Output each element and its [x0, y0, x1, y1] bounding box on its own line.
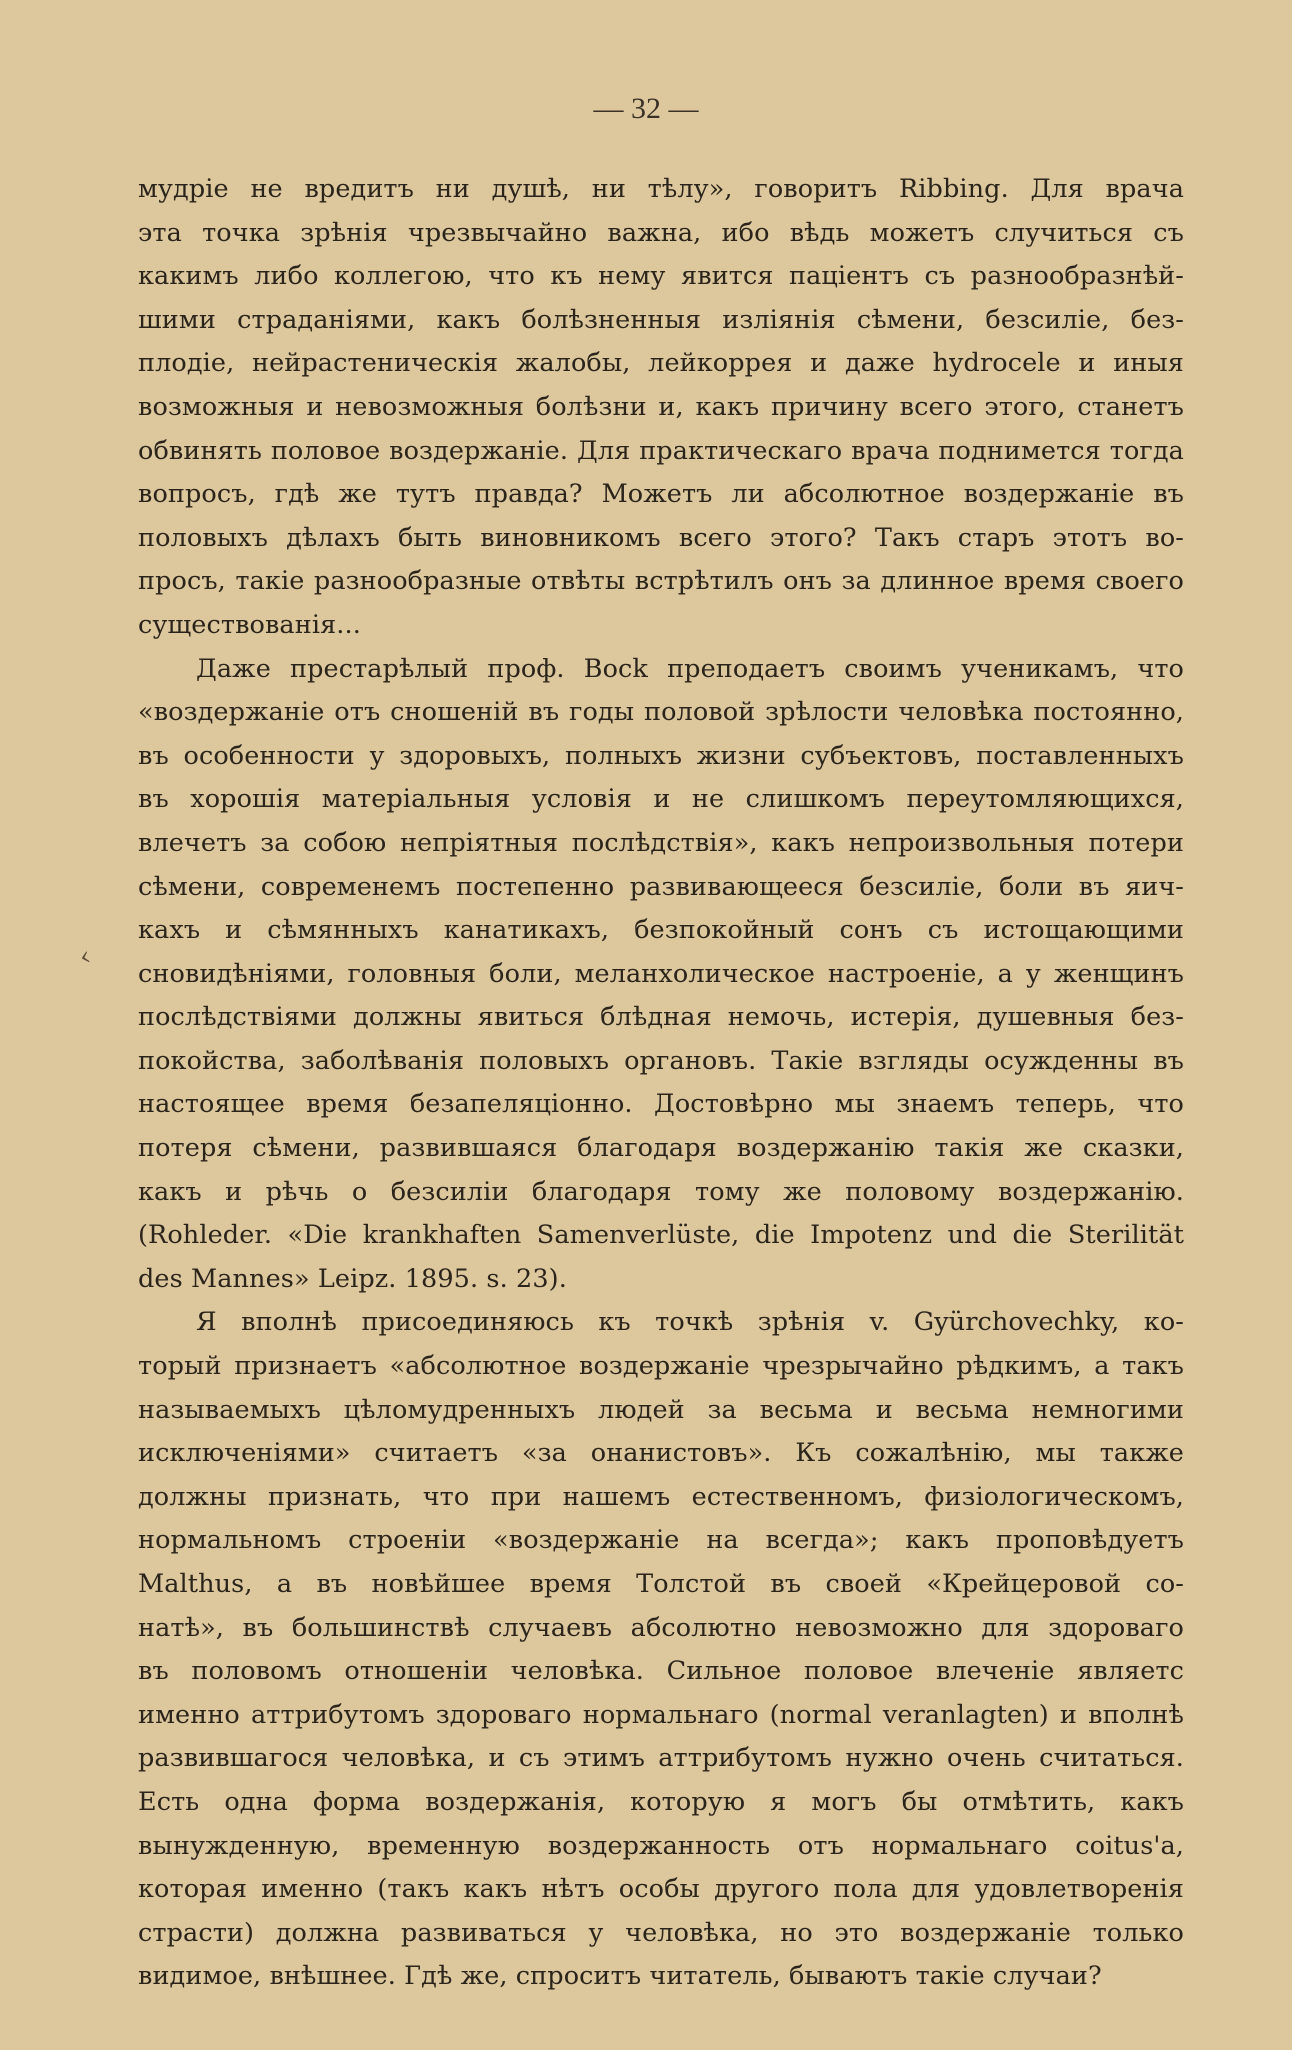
text-line: вынужденную, временную воздержанность отъ нормальнаго coitus'а,: [138, 1830, 1184, 1861]
text-line: покойства, заболѣванія половыхъ органовъ. Такіе взгляды осужденны въ: [138, 1045, 1184, 1076]
text-line: торый признаетъ «абсолютное воздержаніе чрезрычайно рѣдкимъ, а такъ: [138, 1351, 1184, 1382]
text-line: именно аттрибутомъ здороваго нормальнаго (normal veranlagten) и вполнѣ: [138, 1699, 1184, 1730]
text-line: плодіе, нейрастеническія жалобы, лейкоррея и даже hydrocele и иныя: [138, 348, 1184, 379]
text-line: натѣ», въ большинствѣ случаевъ абсолютно невозможно для здороваго: [138, 1612, 1184, 1643]
text-line: сѣмени, современемъ постепенно развивающееся безсиліе, боли въ яич-: [138, 871, 1184, 902]
text-line: обвинять половое воздержаніе. Для практическаго врача поднимется тогда: [138, 435, 1184, 466]
text-line: des Mannes» Leipz. 1895. s. 23).: [138, 1263, 567, 1294]
text-line: нормальномъ строеніи «воздержаніе на всегда»; какъ проповѣдуетъ: [138, 1525, 1184, 1556]
text-line: просъ, такіе разнообразные отвѣты встрѣтилъ онъ за длинное время своего: [138, 566, 1184, 597]
text-line: потеря сѣмени, развившаяся благодаря воздержанію такія же сказки,: [138, 1133, 1184, 1164]
text-line: «воздержаніе отъ сношеній въ годы половой зрѣлости человѣка постоянно,: [138, 697, 1184, 728]
text-line: вопросъ, гдѣ же тутъ правда? Можетъ ли абсолютное воздержаніе въ: [138, 479, 1184, 510]
text-line: Даже престарѣлый проф. Bock преподаетъ своимъ ученикамъ, что: [196, 653, 1184, 684]
text-line: эта точка зрѣнія чрезвычайно важна, ибо вѣдь можетъ случиться съ: [138, 217, 1184, 248]
text-line: кахъ и сѣмянныхъ канатикахъ, безпокойный сонъ съ истощающими: [138, 915, 1184, 946]
text-line: Malthus, а въ новѣйшее время Толстой въ своей «Крейцеровой со-: [138, 1569, 1184, 1599]
paragraph: [138, 1301, 1184, 1999]
text-line: Есть одна форма воздержанія, которую я могъ бы отмѣтить, какъ: [138, 1786, 1184, 1817]
text-line: видимое, внѣшнее. Гдѣ же, спроситъ читатель, бываютъ такіе случаи?: [138, 1961, 1102, 1992]
text-line: влечетъ за собою непріятныя послѣдствія», какъ непроизвольныя потери: [138, 827, 1184, 858]
text-line: шими страданіями, какъ болѣзненныя изліянія сѣмени, безсиліе, без-: [138, 304, 1184, 335]
text-line: которая именно (такъ какъ нѣтъ особы другого пола для удовлетворенія: [138, 1874, 1184, 1905]
paragraph: [138, 168, 1184, 648]
page-number: — 32 —: [593, 92, 699, 125]
text-line: должны признать, что при нашемъ естественномъ, физіологическомъ,: [138, 1481, 1184, 1512]
text-line: въ хорошія матеріальныя условія и не слишкомъ переутомляющихся,: [138, 784, 1184, 815]
body-text: [138, 168, 1184, 1999]
text-line: Я вполнѣ присоединяюсь къ точкѣ зрѣнія v. Gyürchovechky, ко-: [196, 1307, 1184, 1338]
text-line: въ половомъ отношеніи человѣка. Сильное половое влеченіе являетс: [138, 1656, 1184, 1687]
text-line: страсти) должна развиваться у человѣка, но это воздержаніе только: [138, 1917, 1184, 1948]
text-line: въ особенности у здоровыхъ, полныхъ жизни субъектовъ, поставленныхъ: [138, 740, 1184, 771]
text-line: возможныя и невозможныя болѣзни и, какъ причину всего этого, станетъ: [138, 391, 1184, 422]
paragraph: [138, 648, 1184, 1302]
text-line: (Rohleder. «Die krankhaften Samenverlüste, die Impotenz und die Sterilität: [138, 1220, 1184, 1251]
text-line: какимъ либо коллегою, что къ нему явится паціентъ съ разнообразнѣй-: [138, 261, 1184, 292]
text-line: развившагося человѣка, и съ этимъ аттрибутомъ нужно очень считаться.: [138, 1743, 1184, 1774]
text-line: существованія...: [138, 609, 361, 640]
text-line: исключеніями» считаетъ «за онанистовъ». Къ сожалѣнію, мы также: [138, 1438, 1184, 1469]
text-line: какъ и рѣчь о безсиліи благодаря тому же половому воздержанію.: [138, 1176, 1184, 1207]
margin-pencil-mark: ‹: [76, 941, 95, 973]
text-line: половыхъ дѣлахъ быть виновникомъ всего этого? Такъ старъ этотъ во-: [138, 522, 1184, 553]
text-line: послѣдствіями должны явиться блѣдная немочь, истерія, душевныя без-: [138, 1002, 1184, 1033]
text-line: называемыхъ цѣломудренныхъ людей за весьма и весьма немногими: [138, 1394, 1184, 1425]
text-line: мудріе не вредитъ ни душѣ, ни тѣлу», говоритъ Ribbing. Для врача: [138, 174, 1184, 204]
text-line: настоящее время безапеляціонно. Достовѣрно мы знаемъ теперь, что: [138, 1089, 1184, 1120]
text-line: сновидѣніями, головныя боли, меланхолическое настроеніе, а у женщинъ: [138, 958, 1184, 989]
